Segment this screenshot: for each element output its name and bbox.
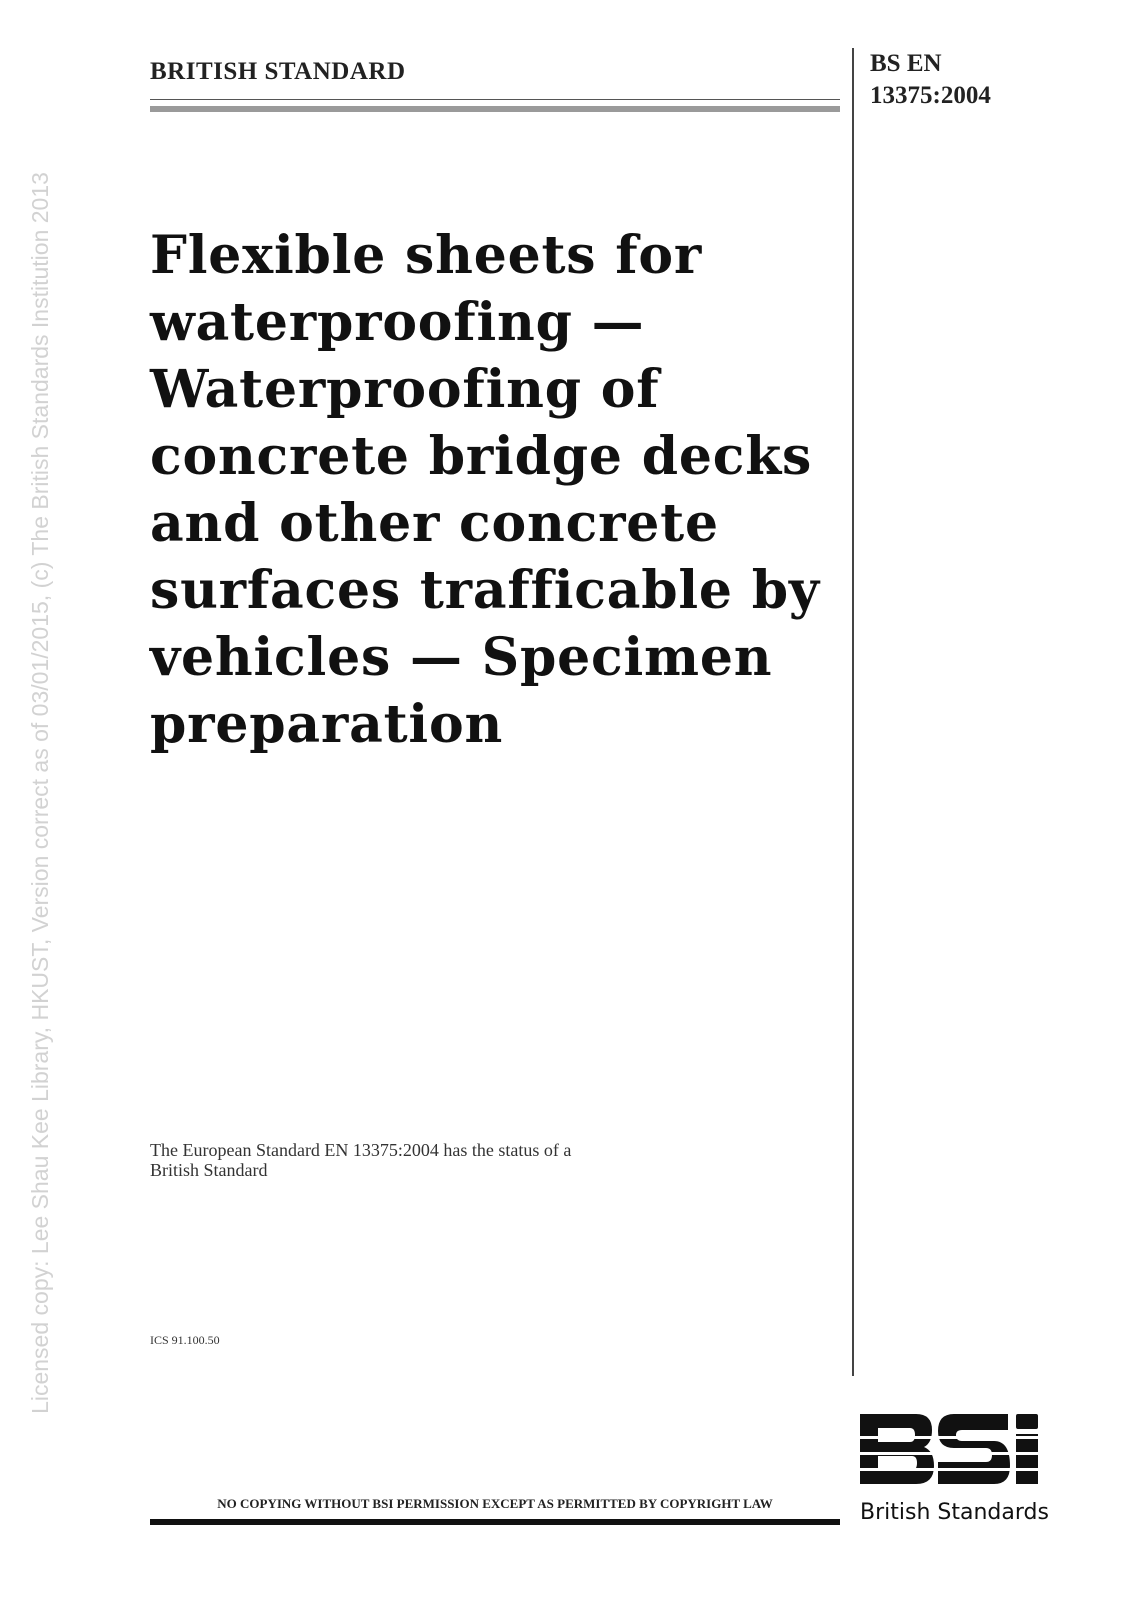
header-thin-rule (150, 99, 840, 100)
copyright-notice: NO COPYING WITHOUT BSI PERMISSION EXCEPT AS PERMITTED BY COPYRIGHT LAW (217, 1496, 773, 1511)
document-title (150, 222, 840, 758)
status-line: The European Standard EN 13375:2004 has the status of a (150, 1140, 572, 1160)
standard-number-line1: BS EN (870, 50, 942, 77)
status-statement (150, 1140, 710, 1180)
license-watermark: Licensed copy: Lee Shau Kee Library, HKUST, Version correct as of 03/01/2015, (c) The British Standards Institution 2013 (27, 172, 53, 1414)
bsi-logo-caption: British Standards (860, 1500, 1049, 1525)
title-line: preparation (150, 694, 504, 755)
title-line: concrete bridge decks (150, 426, 813, 487)
title-line: vehicles — Specimen (150, 627, 773, 688)
document-type-label: BRITISH STANDARD (150, 58, 406, 85)
title-line: Flexible sheets for (150, 225, 703, 286)
standard-number (870, 48, 991, 112)
vertical-divider (852, 48, 854, 1376)
ics-code: ICS 91.100.50 (150, 1333, 220, 1347)
header-thick-rule (150, 106, 840, 112)
bsi-logo-icon (858, 1410, 1058, 1490)
title-line: and other concrete (150, 493, 719, 554)
title-line: waterproofing — (150, 292, 645, 353)
footer-rule (150, 1519, 840, 1525)
standard-number-line2: 13375:2004 (870, 82, 991, 109)
status-line: British Standard (150, 1160, 268, 1180)
title-line: surfaces trafficable by (150, 560, 820, 621)
title-line: Waterproofing of (150, 359, 660, 420)
